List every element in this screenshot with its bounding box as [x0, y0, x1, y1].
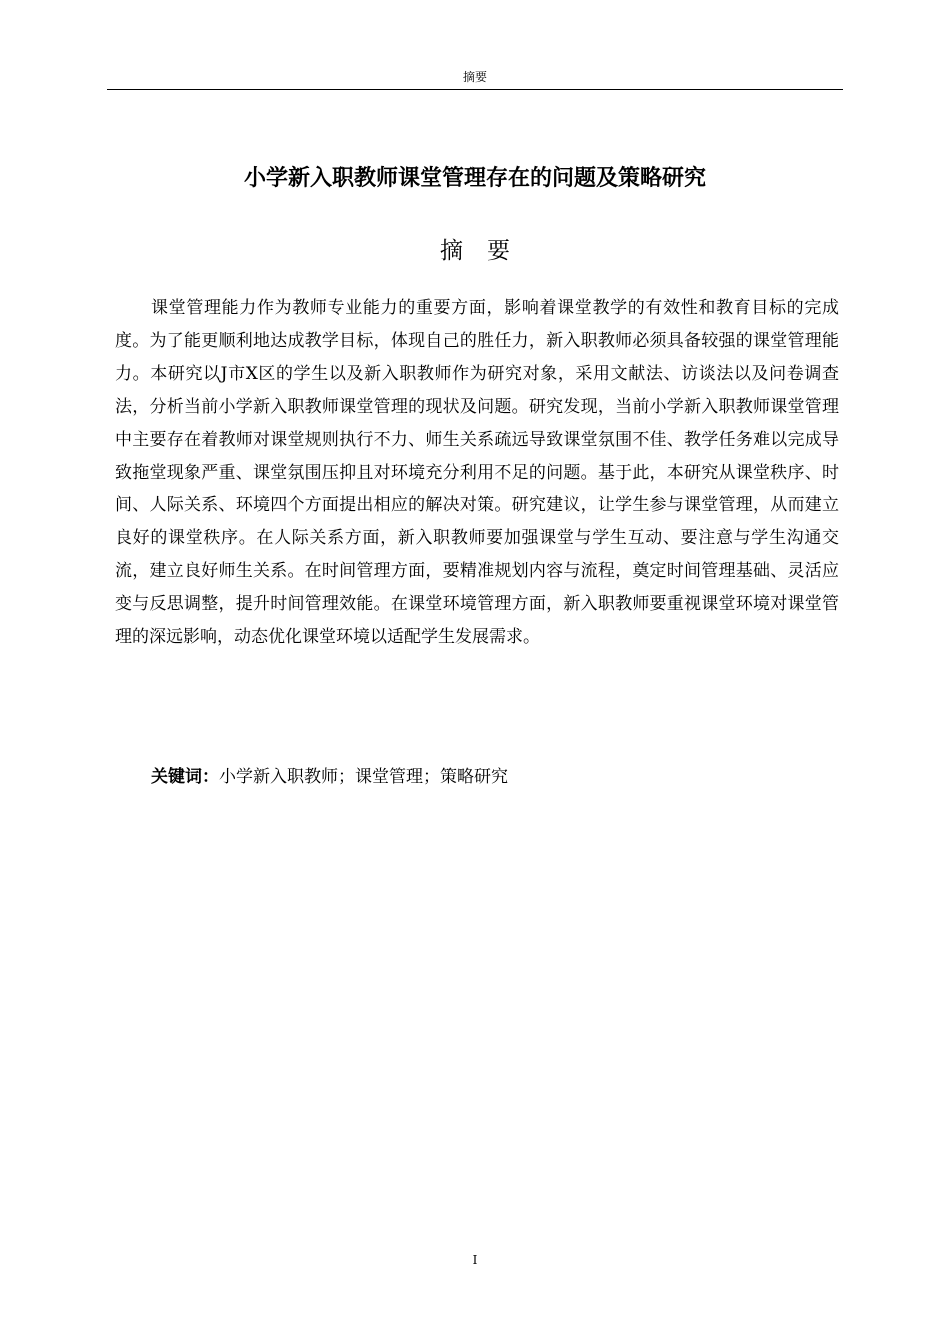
keywords-label: 关键词： [151, 767, 219, 787]
abstract-paragraph: 课堂管理能力作为教师专业能力的重要方面，影响着课堂教学的有效性和教育目标的完成度。为了能更顺利地达成教学目标，体现自己的胜任力，新入职教师必须具备较强的课堂管理能力。本研究以J市X区的学生以及新入职教师作为研究对象，采用文献法、访谈法以及问卷调查法，分析当前小学新入职教师课堂管理的现状及问题。研究发现，当前小学新入职教师课堂管理中主要存在着教师对课堂规则执行不力、师生关系疏远导致课堂氛围不佳、教学任务难以完成导致拖堂现象严重、课堂氛围压抑且对环境充分利用不足的问题。基于此，本研究从课堂秩序、时间、人际关系、环境四个方面提出相应的解决对策。研究建议，让学生参与课堂管理，从而建立良好的课堂秩序。在人际关系方面，新入职教师要加强课堂与学生互动、要注意与学生沟通交流，建立良好师生关系。在时间管理方面，要精准规划内容与流程，奠定时间管理基础、灵活应变与反思调整，提升时间管理效能。在课堂环境管理方面，新入职教师要重视课堂环境对课堂管理的深远影响，动态优化课堂环境以适配学生发展需求。 [115, 298, 839, 648]
keywords-text: 小学新入职教师；课堂管理；策略研究 [219, 767, 508, 787]
abstract-heading: 摘要 [440, 238, 534, 264]
running-header: 摘要 [462, 70, 487, 84]
header-divider [107, 89, 843, 90]
keywords-line [151, 762, 841, 792]
document-title: 小学新入职教师课堂管理存在的问题及策略研究 [243, 166, 706, 191]
page-number: I [472, 1253, 478, 1267]
